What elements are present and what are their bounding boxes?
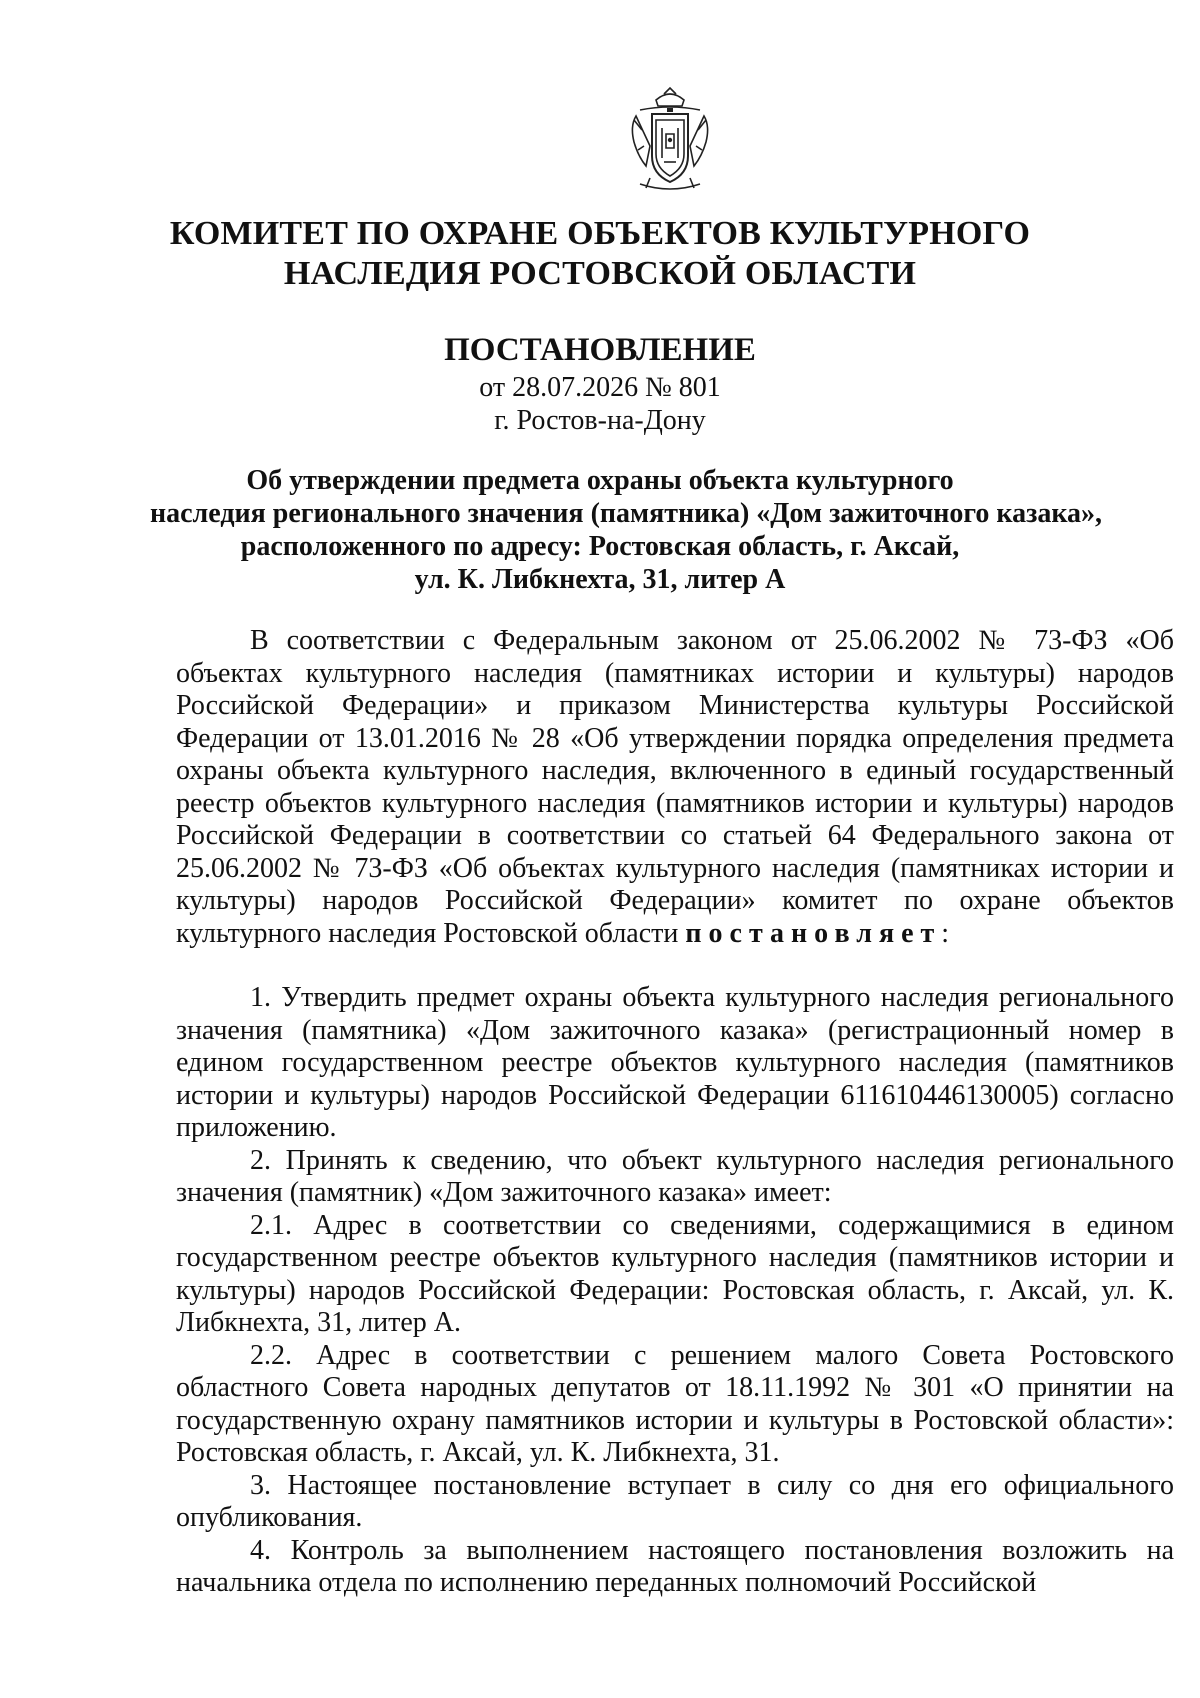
item-3: 3. Настоящее постановление вступает в силу со дня его официального опубликования. xyxy=(176,1469,1174,1533)
preamble-colon: : xyxy=(941,917,950,949)
title-line3: расположенного по адресу: Ростовская область, г. Аксай, xyxy=(240,531,960,562)
preamble-text: В соответствии с Федеральным законом от 25.06.2002 № 73-ФЗ «Об объектах культурного наследия (памятниках истории и культуры) народов Российской Федерации» и приказом Министерства культуры Российской Федерации от 13.01.2016 № 28 «Об утверждении порядка определения предмета охраны объекта культурного наследия, включенного в единый государственный реестр объектов культурного наследия (памятников истории и культуры) народов Российской Федерации в соответствии со статьей 64 Федерального закона от 25.06.2002 № 73-ФЗ «Об объектах культурного наследия (памятниках истории и культуры) народов Российской Федерации» комитет по охране объектов культурного наследия Ростовской области xyxy=(176,625,1174,949)
organization-name-line1: КОМИТЕТ ПО ОХРАНЕ ОБЪЕКТОВ КУЛЬТУРНОГО xyxy=(169,215,1031,252)
document-city: г. Ростов-на-Дону xyxy=(494,405,706,436)
item-2-1: 2.1. Адрес в соответствии со сведениями, содержащимися в едином государственном реестре объектов культурного наследия (памятников истории и культуры) народов Российской Федерации: Ростовская область, г. Аксай, ул. К. Либкнехта, 31, литер А. xyxy=(176,1209,1174,1338)
item-2: 2. Принять к сведению, что объект культурного наследия регионального значения (памятник) «Дом зажиточного казака» имеет: xyxy=(176,1144,1174,1208)
document-date-number: от 28.07.2026 № 801 xyxy=(479,372,721,403)
document-body xyxy=(176,625,1174,1600)
title-line2: наследия регионального значения (памятника) «Дом зажиточного казака», xyxy=(150,498,1103,529)
item-4: 4. Контроль за выполнением настоящего постановления возложить на начальника отдела по исполнению переданных полномочий Российской xyxy=(176,1534,1174,1598)
preamble-paragraph xyxy=(176,625,1174,950)
resolves-word: постановляет xyxy=(685,917,942,949)
title-line4: ул. К. Либкнехта, 31, литер А xyxy=(414,564,786,595)
document-title xyxy=(150,464,1103,596)
item-2-2: 2.2. Адрес в соответствии с решением малого Совета Ростовского областного Совета народных депутатов от 18.11.1992 № 301 «О принятии на государственную охрану памятников истории и культуры в Ростовской области»: Ростовская область, г. Аксай, ул. К. Либкнехта, 31. xyxy=(176,1339,1174,1468)
document-type: ПОСТАНОВЛЕНИЕ xyxy=(444,332,756,368)
coat-of-arms-icon xyxy=(626,86,714,198)
organization-name-line2: НАСЛЕДИЯ РОСТОВСКОЙ ОБЛАСТИ xyxy=(283,255,917,292)
title-line1: Об утверждении предмета охраны объекта культурного xyxy=(246,465,954,496)
organization-name xyxy=(150,214,1050,294)
item-1: 1. Утвердить предмет охраны объекта культурного наследия регионального значения (памятника) «Дом зажиточного казака» (регистрационный номер в едином государственном реестре объектов культурного наследия (памятников истории и культуры) народов Российской Федерации 611610446130005) согласно приложению. xyxy=(176,982,1174,1143)
